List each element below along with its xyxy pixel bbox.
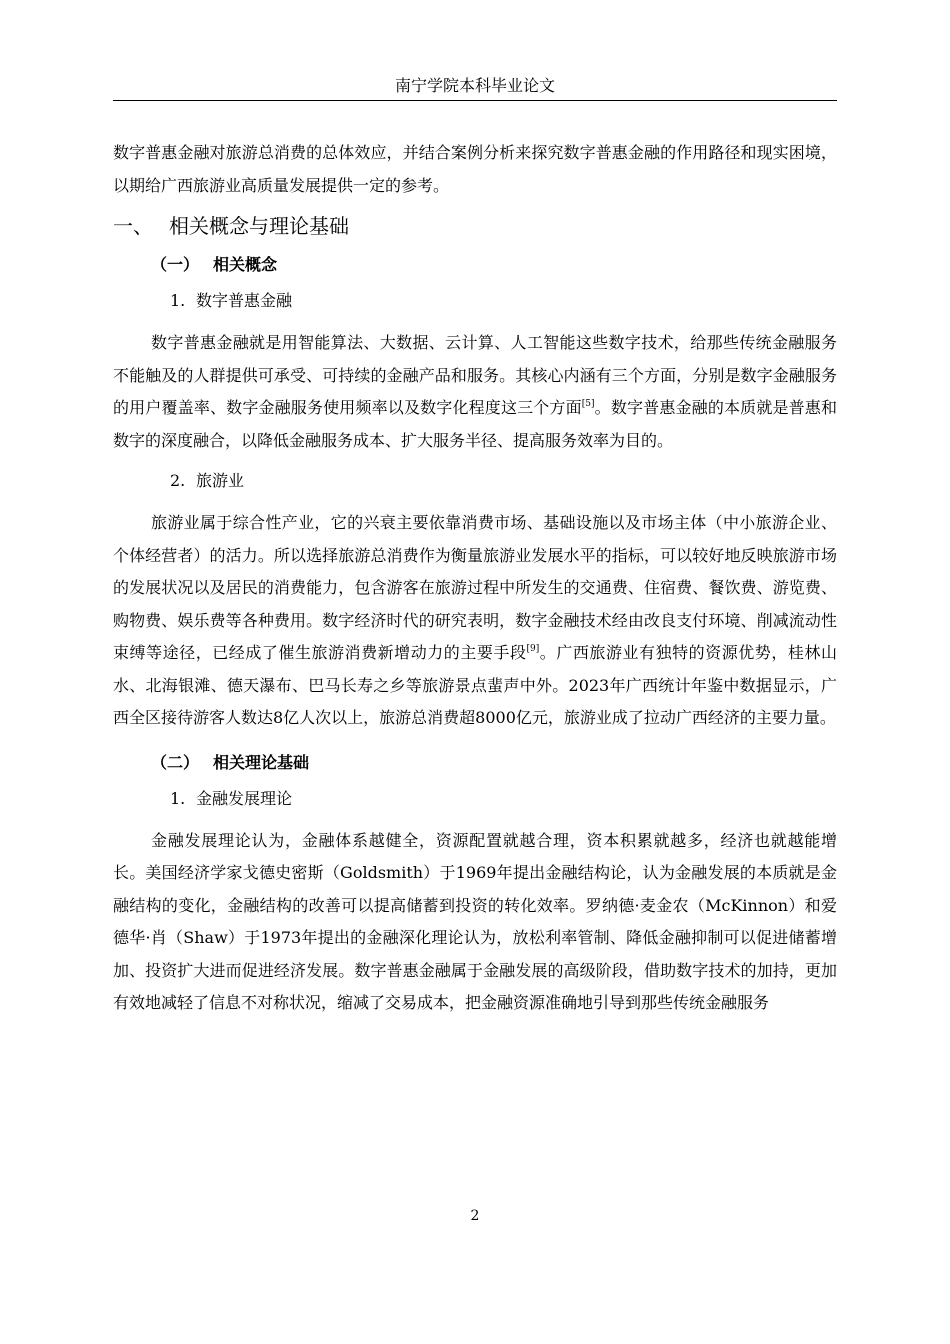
item-title: 旅游业 (196, 471, 245, 490)
item-heading-digital-finance (170, 285, 837, 317)
subsection-number: （二） (151, 752, 200, 772)
subsection-number: （一） (151, 255, 200, 274)
section-heading-1 (113, 211, 837, 241)
subsection-title: 相关概念 (213, 255, 278, 274)
item-heading-financial-development (170, 783, 837, 815)
item-number: 1. (170, 291, 186, 310)
paragraph-text: 旅游业属于综合性产业，它的兴衰主要依靠消费市场、基础设施以及市场主体（中小旅游企业、个体经营者）的活力。所以选择旅游总消费作为衡量旅游业发展水平的指标，可以较好地反映旅游市场的发展状况以及居民的消费能力，包含游客在旅游过程中所发生的交通费、住宿费、餐饮费、游览费、购物费、娱乐费等各种费用。数字经济时代的研究表明，数字金融技术经由改良支付环境、削减流动性束缚等途径，已经成了催生旅游消费新增动力的主要手段 (113, 513, 837, 662)
section-number: 一、 (113, 214, 153, 238)
section-title: 相关概念与理论基础 (169, 214, 349, 238)
item-title: 数字普惠金融 (196, 291, 293, 310)
citation: [9] (526, 644, 540, 654)
page-number: 2 (470, 1208, 480, 1224)
paragraph-text: 数字普惠金融就是用智能算法、大数据、云计算、人工智能这些数字技术，给那些传统金融服务不能触及的人群提供可承受、可持续的金融产品和服务。其核心内涵有三个方面，分别是数字金融服务的用户覆盖率、数字金融服务使用频率以及数字化程度这三个方面 (113, 333, 837, 417)
citation: [5] (581, 399, 595, 409)
paragraph-text: 。广西旅游业有独特的资源优势，桂林山水、北海银滩、德天瀑布、巴马长寿之乡等旅游景点蜚声中外。2023年广西统计年鉴中数据显示，广西全区接待游客人数达8亿人次以上，旅游总消费超8000亿元，旅游业成了拉动广西经济的主要力量。 (113, 643, 837, 727)
subsection-title: 相关理论基础 (213, 752, 310, 772)
subsection-heading-1 (151, 249, 837, 281)
running-header: 南宁学院本科毕业论文 (394, 76, 555, 95)
paragraph-tourism (113, 507, 837, 735)
item-number: 2. (170, 471, 186, 490)
item-heading-tourism (170, 465, 837, 497)
paragraph-digital-finance (113, 327, 837, 457)
paragraph-text: 。数字普惠金融的本质就是普惠和数字的深度融合，以降低金融服务成本、扩大服务半径、提高服务效率为目的。 (113, 398, 837, 450)
paragraph-financial-development: 金融发展理论认为，金融体系越健全，资源配置就越合理，资本积累就越多，经济也就越能增长。美国经济学家戈德史密斯（Goldsmith）于1969年提出金融结构论，认为金融发展的本质就是金融结构的变化，金融结构的改善可以提高储蓄到投资的转化效率。罗纳德·麦金农（McKinnon）和爱德华·肖（Shaw）于1973年提出的金融深化理论认为，放松利率管制、降低金融抑制可以促进储蓄增加、投资扩大进而促进经济发展。数字普惠金融属于金融发展的高级阶段，借助数字技术的加持，更加有效地减轻了信息不对称状况，缩减了交易成本，把金融资源准确地引导到那些传统金融服务 (113, 830, 837, 1012)
item-number: 1. (170, 788, 186, 808)
intro-paragraph: 数字普惠金融对旅游总消费的总体效应，并结合案例分析来探究数字普惠金融的作用路径和现实困境，以期给广西旅游业高质量发展提供一定的参考。 (113, 143, 837, 195)
subsection-heading-2 (151, 747, 837, 779)
page-body (113, 137, 837, 1020)
item-title: 金融发展理论 (196, 788, 293, 808)
header-rule (113, 100, 837, 101)
